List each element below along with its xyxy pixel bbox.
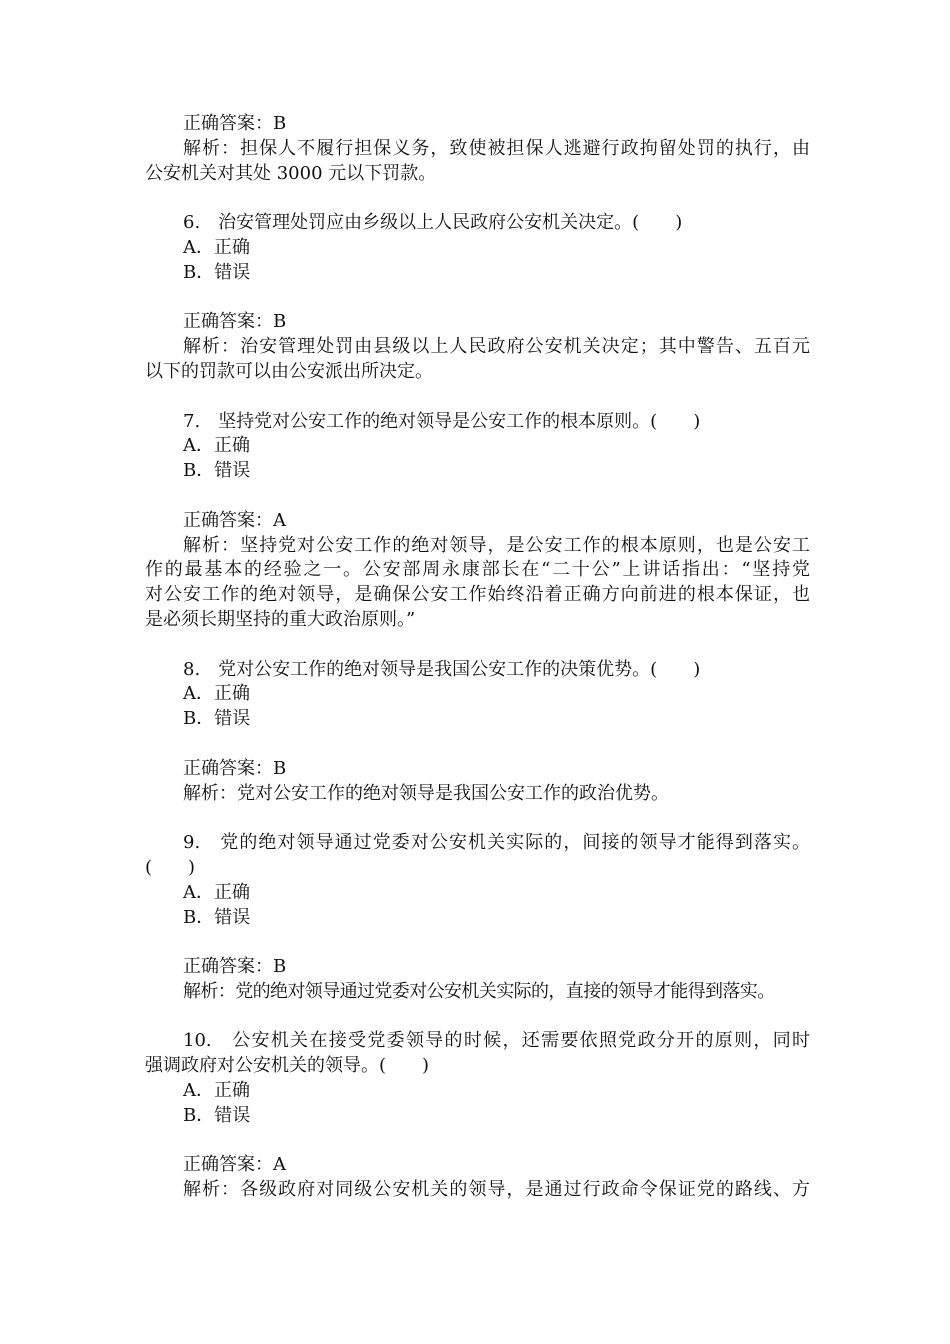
question-line: 7. 坚持党对公安工作的绝对领导是公安工作的根本原则。( ) [183, 410, 701, 432]
option-a: A．正确 [183, 683, 250, 705]
question-line: 强调政府对公安机关的领导。( ) [145, 1055, 430, 1077]
analysis-line: 作的最基本的经验之一。公安部周永康部长在“二十公”上讲话指出：“坚持党 [145, 559, 810, 581]
analysis-line: 解析：坚持党对公安工作的绝对领导，是公安工作的根本原则，也是公安工 [183, 534, 810, 556]
spacer [145, 385, 810, 410]
spacer [145, 633, 810, 658]
answer-line: 正确答案：B [183, 311, 287, 333]
spacer [145, 484, 810, 509]
option-a: A．正确 [183, 1080, 250, 1102]
question-line: 6. 治安管理处罚应由乡级以上人民政府公安机关决定。( ) [183, 212, 683, 234]
option-a: A．正确 [183, 236, 250, 258]
question-line: ( ) [145, 856, 196, 878]
spacer [145, 806, 810, 831]
spacer [145, 930, 810, 955]
analysis-line: 解析：担保人不履行担保义务，致使被担保人逃避行政拘留处罚的执行，由 [183, 137, 810, 159]
exam-text [145, 112, 810, 1203]
analysis-line: 公安机关对其处 3000 元以下罚款。 [145, 162, 437, 184]
question-line: 10. 公安机关在接受党委领导的时候，还需要依照党政分开的原则，同时 [183, 1030, 810, 1052]
answer-line: 正确答案：A [183, 1154, 286, 1176]
option-a: A．正确 [183, 435, 250, 457]
option-b: B．错误 [183, 460, 251, 482]
analysis-line: 解析：党对公安工作的绝对领导是我国公安工作的政治优势。 [183, 782, 669, 804]
spacer [145, 1129, 810, 1154]
analysis-line: 对公安工作的绝对领导，是确保公安工作始终沿着正确方向前进的根本保证，也 [145, 584, 810, 606]
question-line: 9. 党的绝对领导通过党委对公安机关实际的，间接的领导才能得到落实。 [183, 832, 810, 854]
option-b: B．错误 [183, 906, 251, 928]
answer-line: 正确答案：A [183, 509, 286, 531]
option-b: B．错误 [183, 261, 251, 283]
question-line: 8. 党对公安工作的绝对领导是我国公安工作的决策优势。( ) [183, 658, 701, 680]
spacer [145, 732, 810, 757]
spacer [145, 1005, 810, 1030]
answer-line: 正确答案：B [183, 757, 287, 779]
analysis-line: 解析：治安管理处罚由县级以上人民政府公安机关决定；其中警告、五百元 [183, 336, 810, 358]
answer-line: 正确答案：B [183, 113, 287, 134]
analysis-line: 解析：各级政府对同级公安机关的领导，是通过行政命令保证党的路线、方 [183, 1179, 810, 1201]
analysis-line: 以下的罚款可以由公安派出所决定。 [145, 360, 433, 382]
option-a: A．正确 [183, 881, 250, 903]
option-b: B．错误 [183, 708, 251, 730]
spacer [145, 286, 810, 311]
analysis-line: 解析：党的绝对领导通过党委对公安机关实际的，直接的领导才能得到落实。 [183, 980, 775, 1002]
answer-line: 正确答案：B [183, 956, 287, 978]
option-b: B．错误 [183, 1104, 251, 1126]
analysis-line: 是必须长期坚持的重大政治原则。” [145, 608, 416, 630]
spacer [145, 186, 810, 211]
